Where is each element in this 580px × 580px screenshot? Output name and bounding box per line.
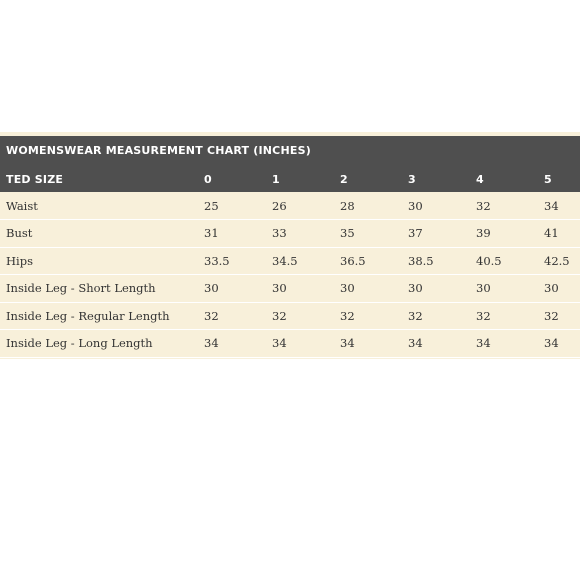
table-cell: 34.5 <box>272 253 298 268</box>
row-label: Inside Leg - Long Length <box>6 336 153 351</box>
table-cell: 35 <box>340 226 355 241</box>
table-cell: 30 <box>272 281 287 296</box>
table-cell: 30 <box>476 281 491 296</box>
table-cell: 36.5 <box>340 253 366 268</box>
table-cell: 32 <box>476 198 491 213</box>
size-header-3: 3 <box>408 172 416 186</box>
table-cell: 34 <box>408 336 423 351</box>
table-row <box>0 220 580 248</box>
table-cell: 30 <box>544 281 559 296</box>
table-cell: 32 <box>204 308 219 323</box>
table-cell: 33.5 <box>204 253 230 268</box>
size-header-0: 0 <box>204 172 212 186</box>
table-cell: 42.5 <box>544 253 570 268</box>
table-cell: 38.5 <box>408 253 434 268</box>
table-cell: 33 <box>272 226 287 241</box>
table-row <box>0 302 580 330</box>
header-row <box>0 166 580 192</box>
table-cell: 34 <box>204 336 219 351</box>
table-cell: 37 <box>408 226 423 241</box>
table-row <box>0 330 580 358</box>
table-row <box>0 275 580 303</box>
row-label: Hips <box>6 253 33 268</box>
table-cell: 32 <box>544 308 559 323</box>
table-cell: 34 <box>340 336 355 351</box>
table-cell: 26 <box>272 198 287 213</box>
row-label: Inside Leg - Regular Length <box>6 308 170 323</box>
size-header-4: 4 <box>476 172 484 186</box>
table-cell: 31 <box>204 226 219 241</box>
row-label: Inside Leg - Short Length <box>6 281 156 296</box>
table-cell: 32 <box>340 308 355 323</box>
measurement-table <box>0 166 580 358</box>
table-cell: 34 <box>476 336 491 351</box>
table-cell: 34 <box>544 336 559 351</box>
table-cell: 32 <box>272 308 287 323</box>
row-label: Waist <box>6 198 38 213</box>
measurement-chart <box>0 132 580 359</box>
size-header-5: 5 <box>544 172 552 186</box>
table-cell: 28 <box>340 198 355 213</box>
table-row <box>0 192 580 220</box>
table-cell: 30 <box>204 281 219 296</box>
size-header-1: 1 <box>272 172 280 186</box>
table-cell: 34 <box>272 336 287 351</box>
table-cell: 25 <box>204 198 219 213</box>
table-cell: 39 <box>476 226 491 241</box>
table-cell: 32 <box>408 308 423 323</box>
table-cell: 41 <box>544 226 559 241</box>
table-cell: 40.5 <box>476 253 502 268</box>
size-header-2: 2 <box>340 172 348 186</box>
row-label: Bust <box>6 226 33 241</box>
table-row <box>0 247 580 275</box>
size-header-label: TED SIZE <box>6 172 64 186</box>
chart-title: WOMENSWEAR MEASUREMENT CHART (INCHES) <box>0 136 580 166</box>
table-cell: 32 <box>476 308 491 323</box>
table-cell: 30 <box>408 281 423 296</box>
table-cell: 34 <box>544 198 559 213</box>
table-cell: 30 <box>340 281 355 296</box>
table-cell: 30 <box>408 198 423 213</box>
